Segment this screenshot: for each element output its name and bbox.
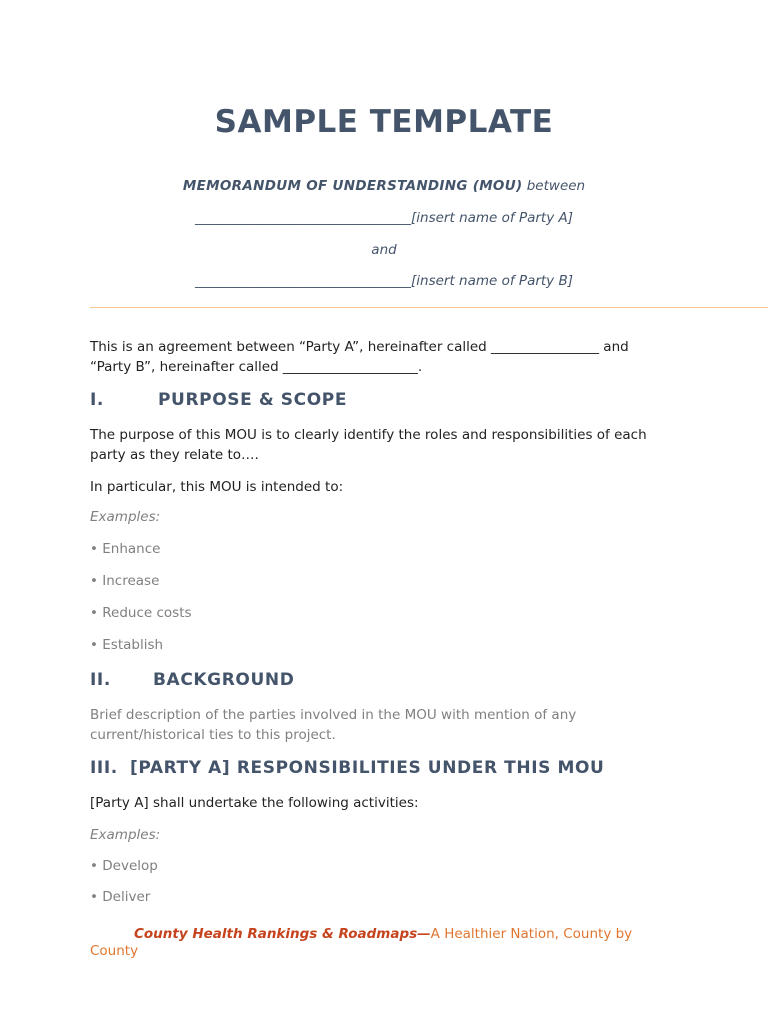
document-title: SAMPLE TEMPLATE (214, 104, 554, 140)
mou-heading-line (0, 178, 768, 194)
and-text: and (371, 242, 397, 258)
section-heading-background (90, 670, 294, 690)
footer-brand: County Health Rankings & Roadmaps— (134, 926, 431, 942)
purpose-bullet-item: • Enhance (90, 541, 161, 557)
party-a-examples-label: Examples: (90, 827, 161, 843)
section-title: BACKGROUND (153, 670, 295, 690)
footer-tagline: A Healthier Nation, County by County (90, 926, 633, 959)
party-a-bullet-item: • Develop (90, 858, 158, 874)
section-title: PURPOSE & SCOPE (158, 390, 348, 410)
section-heading-purpose (90, 390, 347, 410)
mou-label: MEMORANDUM OF UNDERSTANDING (MOU) (182, 178, 523, 194)
header-divider (90, 307, 768, 308)
purpose-bullet-item: • Establish (90, 637, 164, 653)
section-number: III. (90, 758, 118, 778)
section-heading-party-a-responsibilities (90, 758, 604, 778)
section-title: [PARTY A] RESPONSIBILITIES UNDER THIS MOU (130, 758, 605, 778)
agreement-intro: This is an agreement between “Party A”, hereinafter called ________________ and “Party B”, hereinafter called ____________________. (90, 339, 629, 375)
party-b-blank: ________________________________[insert name of Party B] (195, 273, 573, 289)
purpose-body: The purpose of this MOU is to clearly identify the roles and responsibilities of each party as they relate to…. (90, 427, 647, 463)
mou-between-text: between (522, 178, 586, 194)
purpose-examples-label: Examples: (90, 509, 161, 525)
section-number: II. (90, 670, 111, 690)
party-a-intro: [Party A] shall undertake the following activities: (90, 795, 419, 811)
section-number: I. (90, 390, 104, 410)
purpose-intro: In particular, this MOU is intended to: (90, 479, 344, 495)
party-a-blank: ________________________________[insert name of Party A] (195, 210, 573, 226)
background-body: Brief description of the parties involved in the MOU with mention of any current/historical ties to this project. (90, 707, 577, 743)
footer (90, 926, 670, 960)
purpose-bullet-item: • Reduce costs (90, 605, 192, 621)
purpose-bullet-item: • Increase (90, 573, 160, 589)
party-a-bullet-item: • Deliver (90, 889, 151, 905)
